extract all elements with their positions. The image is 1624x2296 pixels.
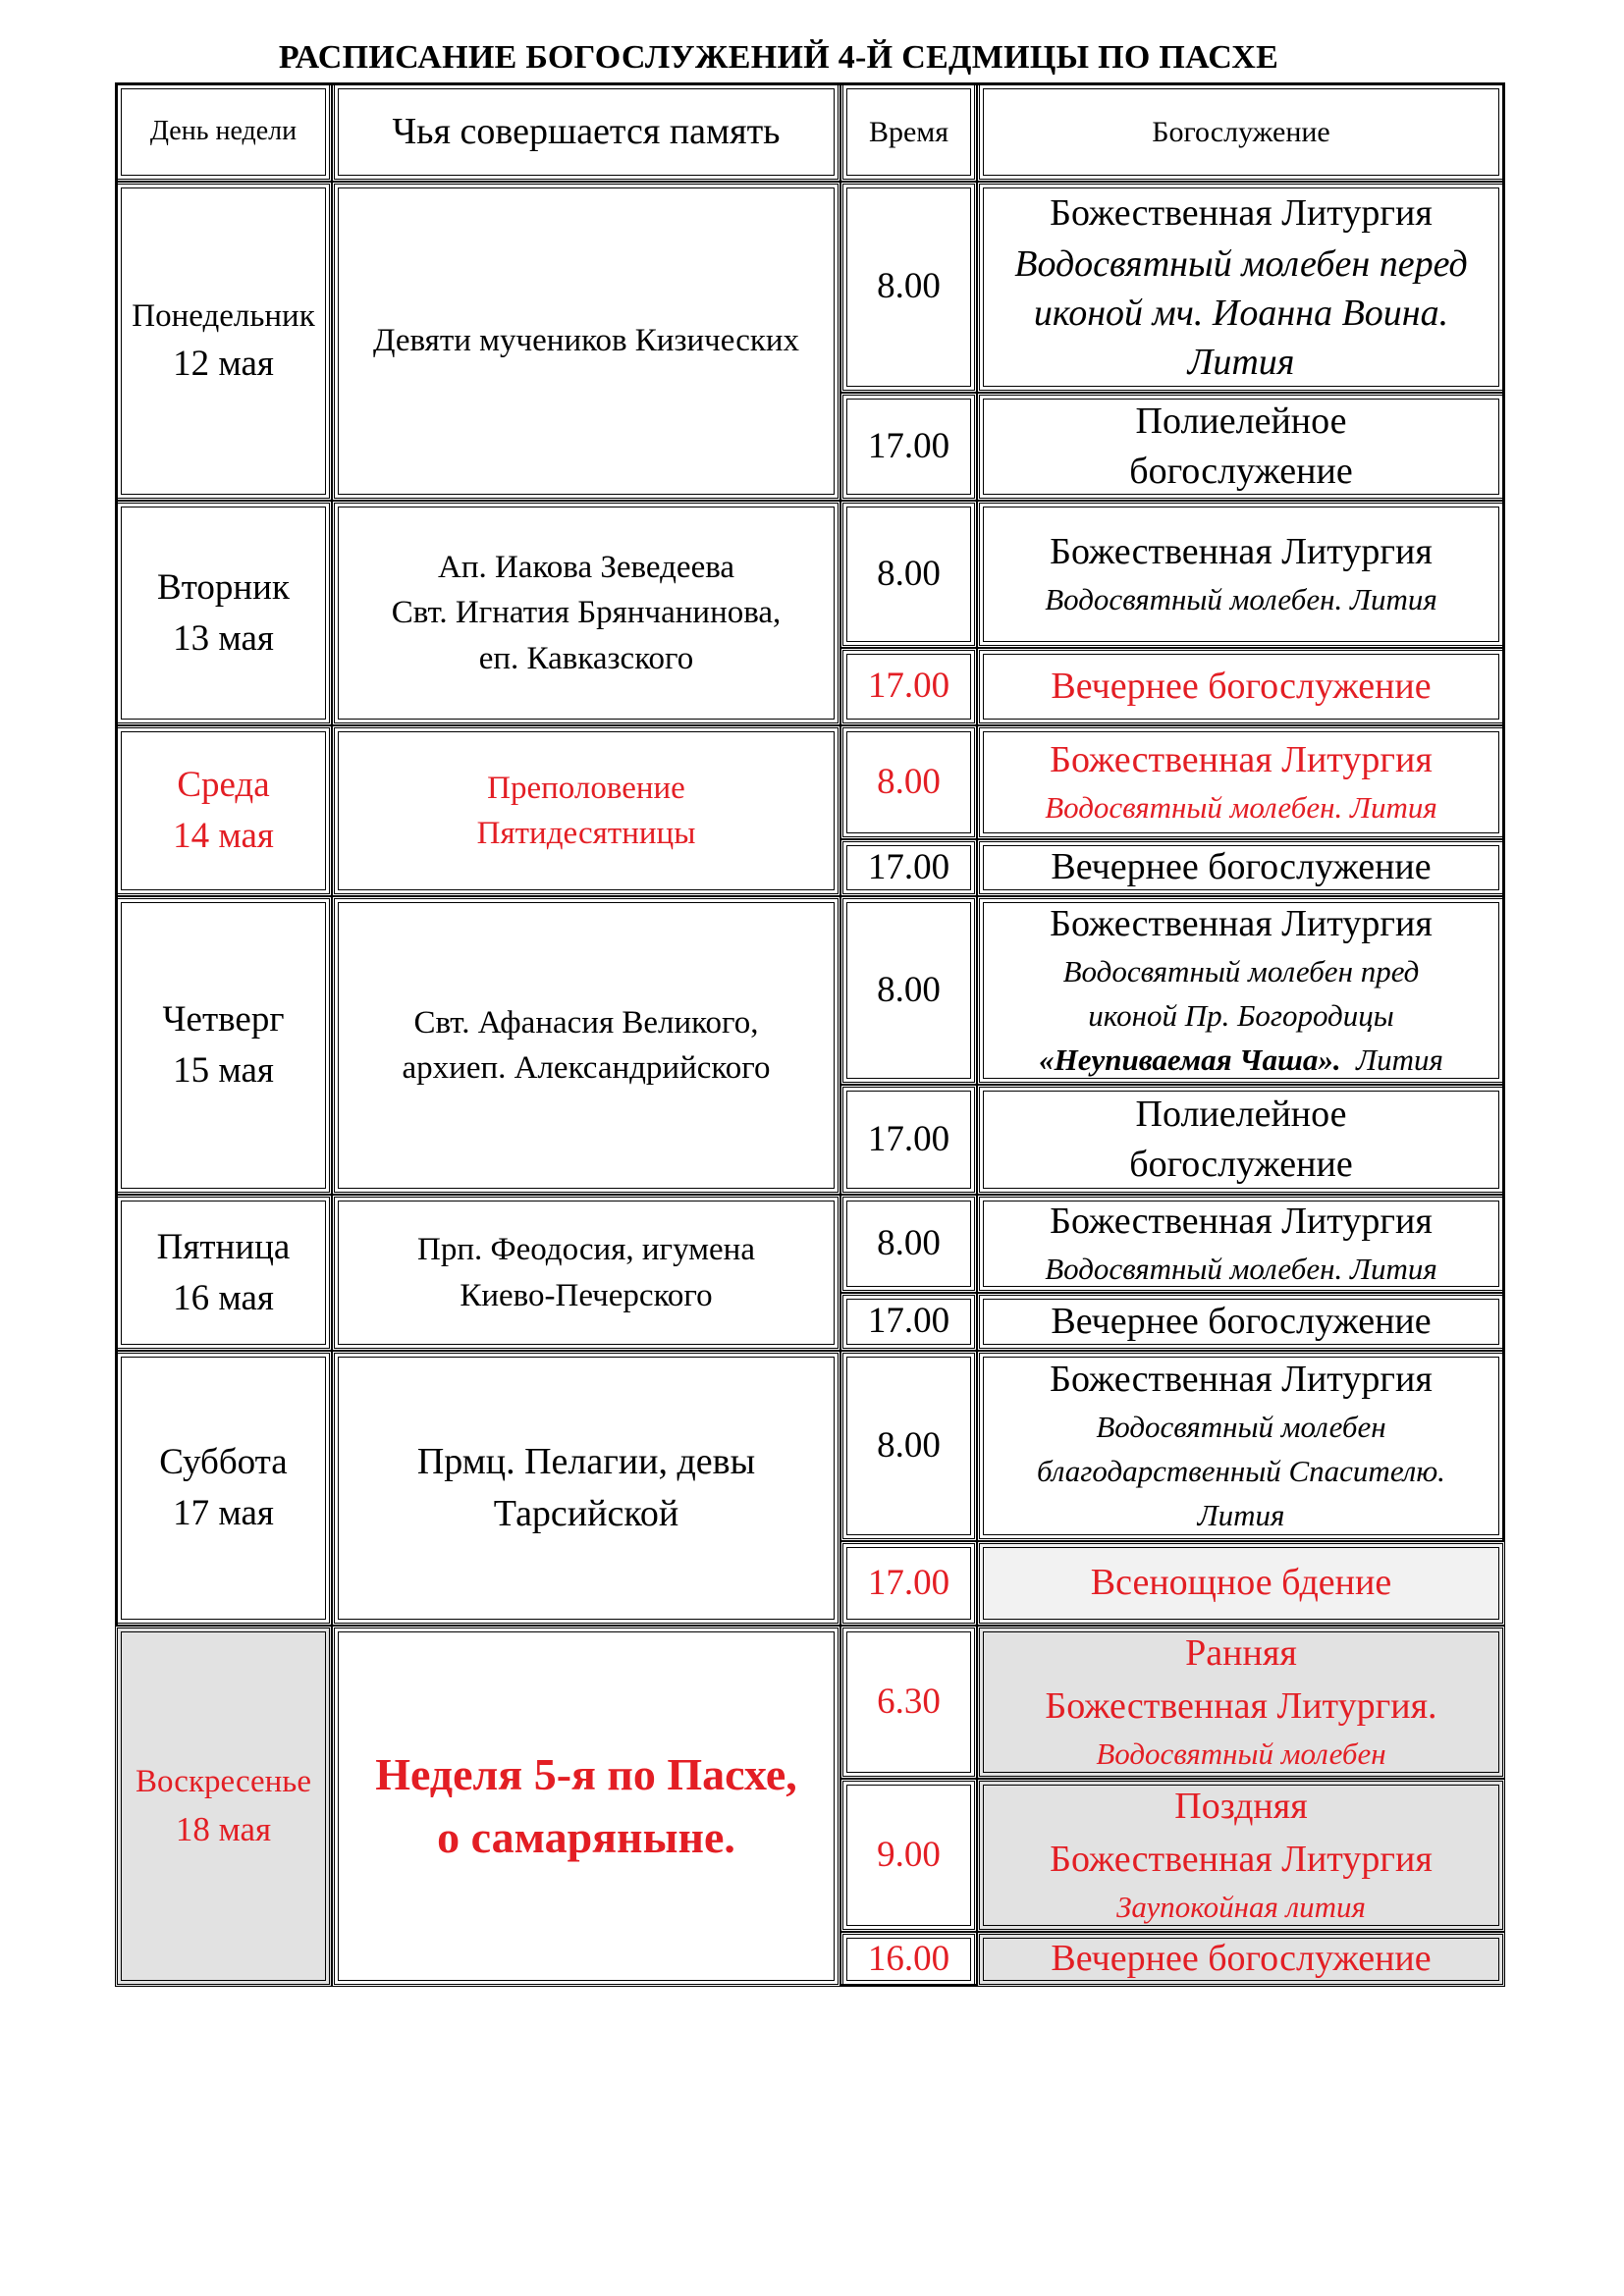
service-cell (977, 182, 1505, 393)
service-main: Божественная Литургия (1050, 530, 1433, 572)
service-main: Божественная Литургия. (1045, 1684, 1437, 1727)
memory-cell (332, 896, 840, 1195)
service-sub: Заупокойная лития (1116, 1889, 1366, 1924)
service-main: Божественная Литургия (1050, 903, 1433, 944)
memory-text: Девяти мучеников Кизических (372, 323, 800, 359)
service-sub-tail: Лития (1356, 1042, 1443, 1078)
service-time: 8.00 (877, 969, 941, 1010)
service-sub: Водосвятный молебен (1096, 1410, 1386, 1445)
service-sub (1039, 1039, 1443, 1083)
header-day (115, 82, 332, 182)
day-date: 18 мая (175, 1809, 272, 1848)
service-main: Божественная Литургия (1050, 1838, 1433, 1880)
time-cell (840, 1779, 977, 1932)
service-time: 17.00 (867, 666, 950, 707)
time-cell (840, 393, 977, 501)
service-main: Вечернее богослужение (1051, 1938, 1432, 1980)
day-date: 14 мая (173, 816, 274, 856)
day-date: 12 мая (173, 343, 274, 384)
service-sub: Водосвятный молебен. Лития (1045, 582, 1437, 617)
service-sub: Лития (1197, 1498, 1285, 1533)
service-cell (977, 1779, 1505, 1932)
memory-line: Ап. Иакова Зеведеева (437, 550, 735, 586)
service-main: Божественная Литургия (1050, 738, 1433, 780)
time-cell (840, 1195, 977, 1293)
service-time: 17.00 (867, 1118, 950, 1159)
service-cell (977, 1085, 1505, 1195)
service-sub: Водосвятный молебен перед иконой мч. Иоанна Воина. Лития (1014, 242, 1468, 384)
time-cell (840, 1626, 977, 1779)
service-time: 8.00 (877, 553, 941, 594)
time-cell (840, 1932, 977, 1987)
service-cell (977, 1195, 1505, 1293)
header-memory (332, 82, 840, 182)
memory-line: о самаряныне. (437, 1812, 735, 1862)
service-cell (977, 501, 1505, 648)
day-cell (115, 1195, 332, 1351)
service-sub: Водосвятный молебен. Лития (1045, 1252, 1437, 1287)
service-cell (977, 1351, 1505, 1541)
service-cell (977, 393, 1505, 501)
header-time-label: Время (868, 116, 949, 148)
header-service-label: Богослужение (1152, 116, 1330, 148)
service-cell (977, 648, 1505, 725)
service-time: 17.00 (867, 1301, 950, 1342)
day-name: Пятница (156, 1226, 291, 1267)
icon-name: «Неупиваемая Чаша». (1039, 1042, 1341, 1078)
service-sub: Водосвятный молебен. Лития (1045, 790, 1437, 826)
day-date: 17 мая (173, 1493, 274, 1533)
memory-line: Киево-Печерского (460, 1277, 713, 1313)
memory-line: архиеп. Александрийского (402, 1050, 771, 1086)
service-main: Божественная Литургия (1050, 1359, 1433, 1400)
page-title: РАСПИСАНИЕ БОГОСЛУЖЕНИЙ 4-Й СЕДМИЦЫ ПО ПАСХЕ (278, 39, 1279, 76)
service-time: 6.30 (877, 1681, 941, 1722)
memory-line: Преполовение (487, 770, 685, 806)
service-main: Божественная Литургия (1050, 1200, 1433, 1242)
memory-cell (332, 501, 840, 725)
service-sub: Водосвятный молебен пред (1062, 954, 1420, 989)
memory-cell (332, 725, 840, 896)
service-time: 8.00 (877, 761, 941, 802)
day-name: Суббота (159, 1442, 288, 1483)
day-date: 16 мая (173, 1277, 274, 1318)
day-name: Понедельник (132, 297, 315, 334)
service-main: Всенощное бдение (1090, 1562, 1392, 1604)
time-cell (840, 1085, 977, 1195)
header-day-label: День недели (149, 116, 298, 147)
service-cell (977, 839, 1505, 896)
memory-cell (332, 1195, 840, 1351)
service-main: Вечернее богослужение (1051, 665, 1432, 707)
service-sub: Водосвятный молебен (1096, 1735, 1386, 1771)
day-date: 13 мая (173, 617, 274, 659)
memory-line: Свт. Игнатия Брянчанинова, (391, 595, 782, 631)
day-name: Воскресенье (135, 1764, 312, 1800)
service-time: 8.00 (877, 1424, 941, 1466)
service-time: 17.00 (867, 425, 950, 466)
service-time: 17.00 (867, 846, 950, 887)
time-cell (840, 896, 977, 1085)
service-cell (977, 1293, 1505, 1351)
day-cell (115, 725, 332, 896)
service-time: 8.00 (877, 266, 941, 307)
header-time (840, 82, 977, 182)
day-name: Четверг (162, 999, 285, 1041)
day-cell (115, 182, 332, 501)
day-name: Среда (177, 765, 270, 806)
memory-line: Тарсийской (493, 1493, 679, 1534)
day-cell (115, 1626, 332, 1987)
service-main: Божественная Литургия (1050, 191, 1433, 234)
time-cell (840, 839, 977, 896)
service-main: Вечернее богослужение (1051, 1300, 1432, 1342)
time-cell (840, 182, 977, 393)
memory-line: Прмц. Пелагии, девы (416, 1440, 756, 1482)
service-time: 17.00 (867, 1562, 950, 1603)
service-time: 8.00 (877, 1222, 941, 1263)
header-service (977, 82, 1505, 182)
memory-cell (332, 1626, 840, 1987)
time-cell (840, 501, 977, 648)
day-cell (115, 1351, 332, 1626)
time-cell (840, 648, 977, 725)
memory-cell (332, 1351, 840, 1626)
header-memory-label: Чья совершается память (392, 110, 781, 152)
day-date: 15 мая (173, 1050, 274, 1091)
service-main: Ранняя (1185, 1632, 1297, 1675)
memory-line: Неделя 5-я по Пасхе, (375, 1748, 797, 1799)
service-time: 9.00 (877, 1834, 941, 1875)
memory-line: Свт. Афанасия Великого, (413, 1004, 759, 1041)
time-cell (840, 725, 977, 839)
day-cell (115, 896, 332, 1195)
memory-line: еп. Кавказского (478, 640, 694, 676)
service-main: Полиелейное богослужение (1129, 1093, 1353, 1185)
service-time: 16.00 (867, 1938, 950, 1979)
service-cell (977, 896, 1505, 1085)
service-cell (977, 1626, 1505, 1779)
service-cell (977, 1541, 1505, 1626)
time-cell (840, 1351, 977, 1541)
service-sub: иконой Пр. Богородицы (1088, 998, 1394, 1034)
time-cell (840, 1293, 977, 1351)
memory-line: Прп. Феодосия, игумена (417, 1232, 755, 1268)
service-sub: благодарственный Спасителю. (1037, 1454, 1445, 1489)
service-cell (977, 1932, 1505, 1987)
time-cell (840, 1541, 977, 1626)
service-main: Полиелейное богослужение (1129, 400, 1353, 492)
day-cell (115, 501, 332, 725)
memory-cell (332, 182, 840, 501)
memory-line: Пятидесятницы (476, 816, 696, 851)
service-cell (977, 725, 1505, 839)
service-main: Поздняя (1174, 1786, 1308, 1828)
service-main: Вечернее богослужение (1051, 846, 1432, 888)
day-name: Вторник (157, 566, 290, 608)
